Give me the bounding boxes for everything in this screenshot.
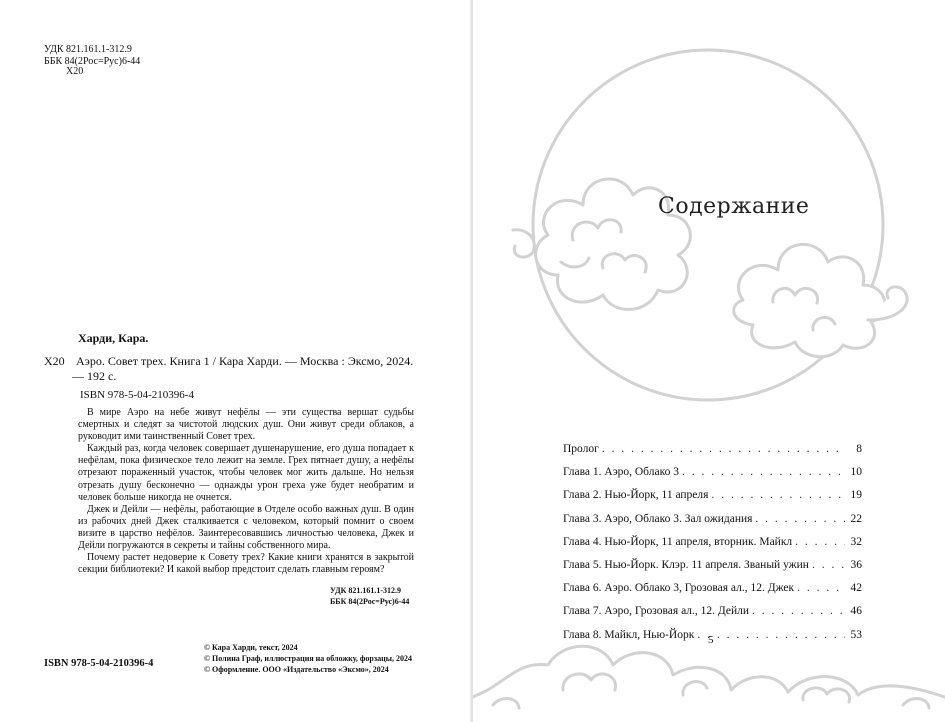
toc-entry[interactable] xyxy=(563,466,862,489)
annotation-paragraph: В мире Аэро на небе живут нефёлы — эти существа вершат судьбы смертных и следят за чистотой людских душ. Они живут среди облаков, а руководит ими таинственный Совет трех. xyxy=(78,407,414,443)
toc-entry-title: Глава 5. Нью-Йорк. Клэр. 11 апреля. Званый ужин xyxy=(563,558,809,571)
toc-entry[interactable] xyxy=(563,443,862,466)
contents-page xyxy=(473,0,945,722)
toc-entry[interactable] xyxy=(563,605,862,628)
toc-entry-page: 46 xyxy=(850,605,862,618)
isbn-inline: ISBN 978-5-04-210396-4 xyxy=(80,389,194,401)
toc-entry[interactable] xyxy=(563,582,862,605)
toc-leader-dots xyxy=(697,629,845,641)
annotation-paragraph: Почему растет недоверие к Совету трех? Какие книги хранятся в закрытой секции библиотеки? И какой выбор предстоит сделать главным героям? xyxy=(78,552,414,576)
author-mark-top: Х20 xyxy=(66,66,84,77)
copyright-block xyxy=(204,642,412,675)
bbk-code: ББК 84(2Рос=Рус)6-44 xyxy=(330,597,410,606)
author-name: Харди, Кара. xyxy=(78,331,149,345)
udk-code: УДК 821.161.1-312.9 xyxy=(44,44,132,55)
udk-code: УДК 821.161.1-312.9 xyxy=(330,586,402,595)
annotation-paragraph: Джек и Дейли — нефёлы, работающие в Отделе особо важных душ. В один из рабочих дней Джек сталкивается с человеком, который помнит о своем визите в царство нефёлов. Заинтересовавшись личностью человека, Джек и Дейли погружаются в секреты и тайны собственного мира. xyxy=(78,503,414,552)
toc-entry-page: 53 xyxy=(850,628,862,641)
toc-entry-title: Глава 8. Майкл, Нью-Йорк xyxy=(563,628,695,641)
toc-leader-dots xyxy=(682,466,845,478)
toc-entry-title: Глава 2. Нью-Йорк, 11 апреля xyxy=(563,489,709,502)
copyright-line: © Оформление. ООО «Издательство «Эксмо», 2024 xyxy=(204,665,389,674)
toc-entry[interactable] xyxy=(563,513,862,536)
author-mark-side: Х20 xyxy=(44,354,65,368)
toc-entry-title: Глава 1. Аэро, Облако 3 xyxy=(563,466,679,479)
toc-entry[interactable] xyxy=(563,559,862,582)
bbk-code: ББК 84(2Рос=Рус)6-44 xyxy=(44,55,141,67)
annotation xyxy=(78,407,414,576)
toc-entry-page: 19 xyxy=(850,489,862,502)
toc-leader-dots xyxy=(812,559,845,571)
toc-entry-page: 8 xyxy=(856,443,862,455)
toc-leader-dots xyxy=(602,443,845,455)
page-title: Содержание xyxy=(658,194,810,219)
toc-leader-dots xyxy=(711,489,845,501)
toc-entry[interactable] xyxy=(563,489,862,512)
bibliographic-entry: Аэро. Совет трех. Книга 1 / Кара Харди. — Москва : Эксмо, 2024. — 192 с. xyxy=(72,354,414,383)
imprint-page xyxy=(0,0,472,722)
copyright-line: © Полина Граф, иллюстрация на обложку, форзацы, 2024 xyxy=(204,654,412,663)
toc-entry-page: 32 xyxy=(850,535,862,548)
page-number: 5 xyxy=(708,634,714,646)
annotation-paragraph: Каждый раз, когда человек совершает душенарушение, его душа попадает к нефёлам, пока физическое тело лежит на земле. Грех пятнает душу, а нефёлы отрезают пораженный участок, чтобы человек мог жить дальше. Но нельзя отрезать душу бесконечно — однажды урон греха уже будет необратим и человек больше никогда не очнется. xyxy=(78,443,414,503)
table-of-contents xyxy=(563,443,862,652)
udk-block-top xyxy=(44,44,140,67)
toc-entry-title: Пролог xyxy=(563,443,599,455)
toc-entry-title: Глава 7. Аэро, Грозовая ал., 12. Дейли xyxy=(563,605,750,618)
toc-leader-dots xyxy=(755,513,845,525)
toc-leader-dots xyxy=(752,605,845,617)
toc-leader-dots xyxy=(795,536,845,548)
toc-entry-page: 10 xyxy=(850,466,862,479)
toc-entry-title: Глава 4. Нью-Йорк, 11 апреля, вторник. Майкл xyxy=(563,535,793,548)
copyright-line: © Кара Харди, текст, 2024 xyxy=(204,643,298,652)
toc-leader-dots xyxy=(797,582,845,594)
isbn-main: ISBN 978-5-04-210396-4 xyxy=(44,658,154,669)
toc-entry-title: Глава 3. Аэро, Облако 3. Зал ожидания xyxy=(563,512,753,525)
toc-entry[interactable] xyxy=(563,536,862,559)
toc-entry-page: 22 xyxy=(850,512,862,525)
toc-entry-page: 36 xyxy=(850,558,862,571)
toc-entry-title: Глава 6. Аэро. Облако 3, Грозовая ал., 12. Джек xyxy=(563,582,795,595)
udk-block-bottom xyxy=(330,585,409,607)
toc-entry-page: 42 xyxy=(850,582,862,595)
